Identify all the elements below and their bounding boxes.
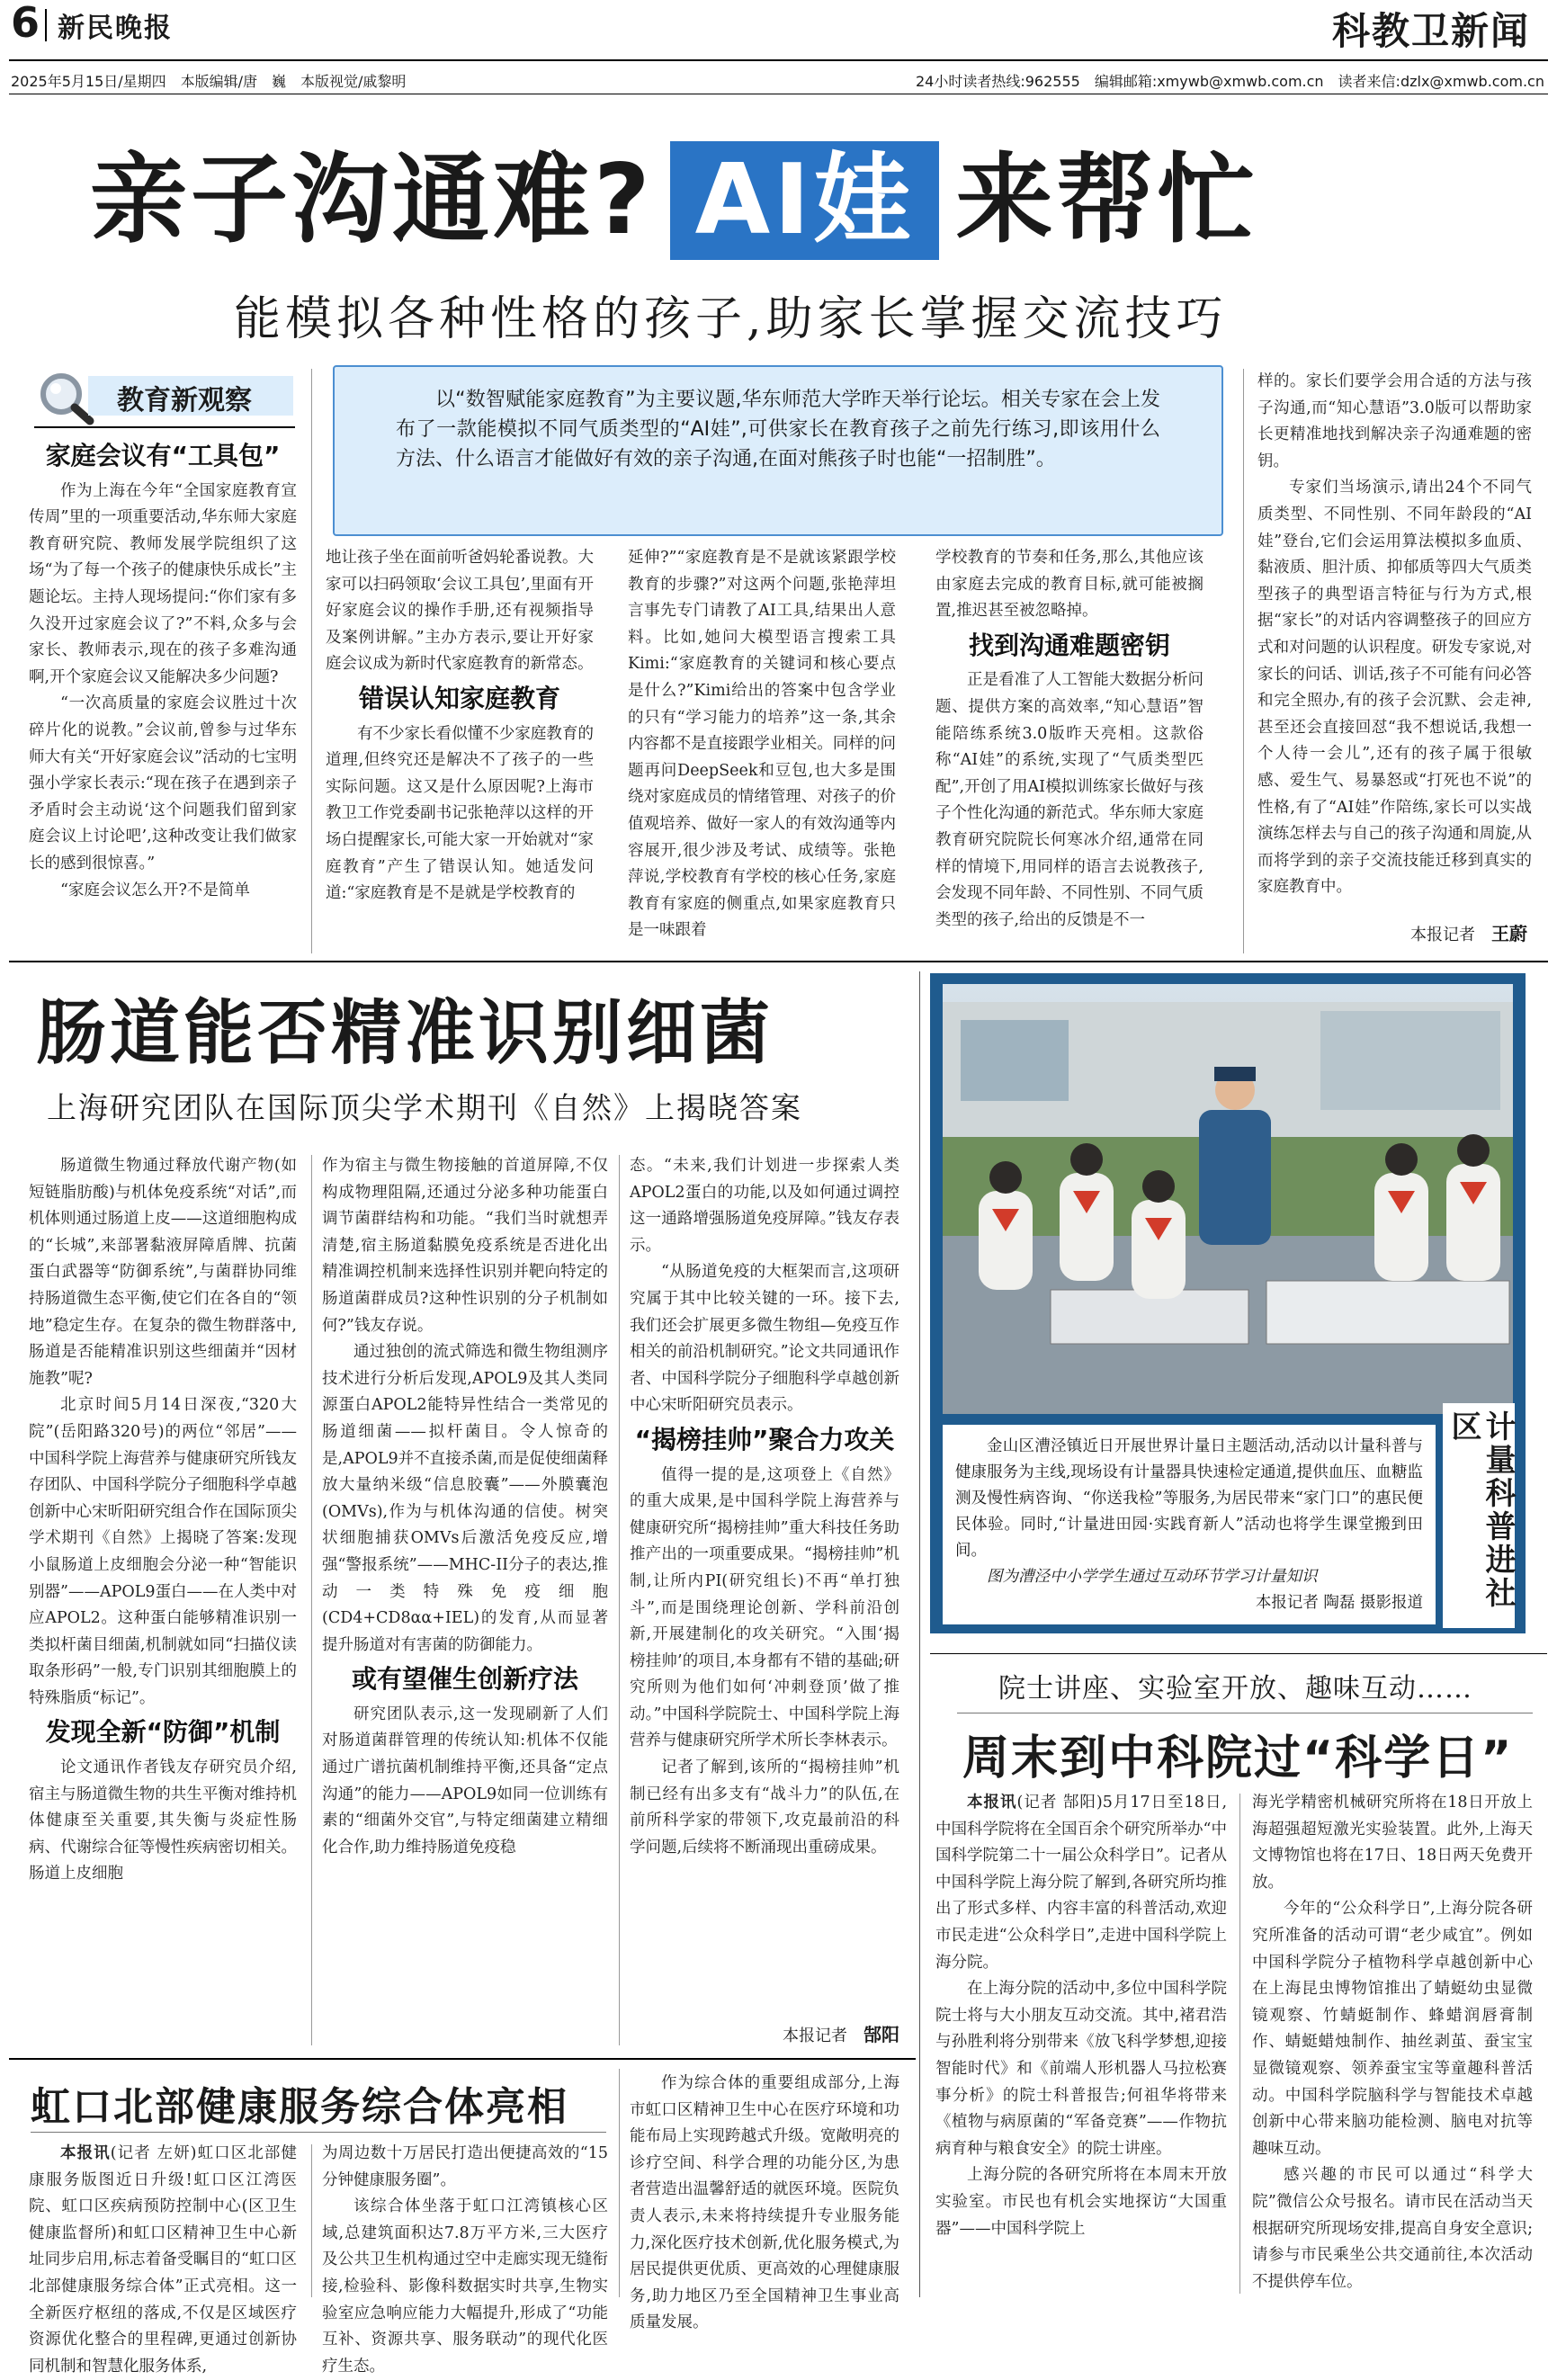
paragraph: 正是看准了人工智能大数据分析问题、提供方案的高效率,“知心慧语”智能陪练系统3.0版昨天亮相。这款俗称“AI娃”的系统,实现了“气质类型匹配”,开创了用AI模拟训练家长做好与孩子个性化沟通的新范式。华东师大家庭教育研究院院长何寒冰介绍,通常在同样的情境下,用同样的语言去说教孩子,会发现不同年龄、不同性别、不同气质类型的孩子,给出的反馈是不一: [935, 671, 1204, 929]
health-column-2: [322, 2141, 608, 2376]
paragraph: 地让孩子坐在面前听爸妈轮番说教。大家可以扫码领取‘会议工具包’,里面有开好家庭会议的操作手册,还有视频指导及案例讲解。”主办方表示,要让开好家庭会议成为新时代家庭教育的新常态。: [326, 549, 594, 674]
paragraph: “家庭会议怎么开?不是简单: [60, 881, 250, 899]
dateline: 本报讯: [967, 1794, 1017, 1812]
paragraph: 感兴趣的市民可以通过“科学大院”微信公众号报名。请市民在活动当天根据研究所现场安排,提高自身安全意识;请参与市民乘坐公共交通前往,本次活动不提供停车位。: [1252, 2166, 1533, 2291]
lead-column-2: [326, 545, 594, 950]
column-tag-label: 教育新观察: [117, 385, 252, 416]
paragraph: 有不少家长看似懂不少家庭教育的道理,但终究还是解决不了孩子的一些实际问题。这又是什么原因呢?上海市教卫工作党委副书记张艳萍以这样的开场白提醒家长,可能大家一开始就对“家庭教育”产生了错误认知。她适发问道:“家庭教育是不是就是学校教育的: [326, 724, 594, 903]
column-tag: [34, 369, 295, 423]
lead-col1-subhead: 家庭会议有“工具包”: [45, 441, 281, 470]
gut-subheadline: 上海研究团队在国际顶尖学术期刊《自然》上揭晓答案: [47, 1090, 802, 1125]
paragraph: “从肠道免疫的大框架而言,这项研究属于其中比较关键的一环。接下去,我们还会扩展更多微生物组—免疫互作相关的前沿机制研究。”论文共同通讯作者、中国科学院分子细胞科学卓越创新中心宋昕阳研究员表示。: [630, 1263, 899, 1415]
lead-column-5: [1257, 369, 1532, 925]
paragraph: 态。“未来,我们计划进一步探索人类APOL2蛋白的功能,以及如何通过调控这一通路增强肠道免疫屏障。”钱友存表示。: [630, 1157, 899, 1255]
caption-credit: 图为漕泾中小学学生通过互动环节学习计量知识: [987, 1568, 1318, 1586]
paragraph: 值得一提的是,这项登上《自然》的重大成果,是中国科学院上海营养与健康研究所“揭榜挂帅”重大科技任务助推产出的一项重要成果。“揭榜挂帅”机制,让所内PI(研究组长)不再“单打独斗”,而是围绕理论创新、学科前沿创新,开展建制化的攻关研究。“入围‘揭榜挂帅’的项目,本身都有不错的基础;研究所则为他们如何‘冲刺登顶’做了推动。”中国科学院院士、中国科学院上海营养与健康研究所学术所长李林表示。: [630, 1465, 899, 1750]
photo: [943, 984, 1513, 1414]
gut-headline: 肠道能否精准识别细菌: [36, 993, 774, 1074]
lead-headline: [90, 133, 1493, 268]
photo-caption: [943, 1425, 1436, 1624]
paragraph: 作为宿主与微生物接触的首道屏障,不仅构成物理阻隔,还通过分泌多种功能蛋白调节菌群结构和功能。“我们当时就想弄清楚,宿主肠道黏膜免疫系统是否进化出精准调控机制来选择性识别并靶向特定的肠道菌群成员?这种性识别的分子机制如何?”钱友存说。: [322, 1157, 608, 1335]
paper-name: 新民晚报: [58, 13, 173, 44]
contact-line: 24小时读者热线:962555 编辑邮箱:xmywb@xmwb.com.cn 读者来信:dzlx@xmwb.com.cn: [915, 73, 1544, 90]
gut-col3-subhead: “揭榜挂帅”聚合力攻关: [634, 1424, 895, 1454]
gut-column-2: [322, 1153, 608, 2048]
students-photo-illustration: [943, 984, 1513, 1414]
science-headline: 周末到中科院过“科学日”: [962, 1731, 1514, 1785]
paragraph: 本报讯(记者 郜阳)5月17日至18日,中国科学院将在全国百余个研究所举办“中国科学院第二十一届公众科学日”。记者从中国科学院上海分院了解到,各研究所均推出了形式多样、内容丰富的科普活动,欢迎市民走进“公众科学日”,走进中国科学院上海分院。: [935, 1794, 1228, 1972]
dateline: 本报讯: [60, 2144, 111, 2162]
paragraph: 本报讯(记者 左妍)虹口区北部健康服务版图近日升级!虹口区江湾医院、虹口区疾病预防控制中心(区卫生健康监督所)和虹口区精神卫生中心新址同步启用,标志着备受瞩目的“虹口区北部健康服务综合体”正式亮相。这一全新医疗枢纽的落成,不仅是区域医疗资源优化整合的里程碑,更通过创新协同机制和智慧化服务体系,: [29, 2144, 298, 2376]
health-column-1: [29, 2141, 298, 2376]
headline-part2: 来帮忙: [955, 144, 1258, 256]
paragraph: 上海分院的各研究所将在本周末开放实验室。市民也有机会实地探访“大国重器”——中国科学院上: [935, 2166, 1227, 2238]
photo-byline: 本报记者 陶磊 摄影报道: [1255, 1594, 1423, 1612]
gut-col1-subhead: 发现全新“防御”机制: [45, 1717, 281, 1748]
lead-column-1: [29, 437, 297, 950]
lead-col2-subhead: 错误认知家庭教育: [358, 683, 560, 713]
date-line: 2025年5月15日/星期四 本版编辑/唐 巍 本版视觉/戚黎明: [11, 73, 407, 90]
paragraph: 论文通讯作者钱友存研究员介绍,宿主与肠道微生物的共生平衡对维持机体健康至关重要,其失衡与炎症性肠病、代谢综合征等慢性疾病密切相关。肠道上皮细胞: [29, 1758, 297, 1883]
photo-vertical-label: 计量科普进社区: [1443, 1403, 1515, 1628]
paragraph: 北京时间5月14日深夜,“320大院”(岳阳路320号)的两位“邻居”——中国科学院上海营养与健康研究所钱友存团队、中国科学院分子细胞科学卓越创新中心宋昕阳研究组合作在国际顶尖学术期刊《自然》上揭晓了答案:发现小鼠肠道上皮细胞会分泌一种“智能识别器”——APOL9蛋白——在人类中对应APOL2。这种蛋白能够精准识别一类拟杆菌目细菌,机制就如同“扫描仪读取条形码”一般,专门识别其细胞膜上的特殊脂质“标记”。: [29, 1396, 297, 1707]
paragraph: 研究团队表示,这一发现刷新了人们对肠道菌群管理的传统认知:机体不仅能通过广谱抗菌机制维持平衡,还具备“定点沟通”的能力——APOL9如同一位训练有素的“细菌外交官”,与特定细菌建立精细化合作,助力维持肠道免疫稳: [322, 1704, 608, 1857]
paragraph: 延伸?”“家庭教育是不是就该紧跟学校教育的步骤?”对这两个问题,张艳萍坦言事先专门请教了AI工具,结果出人意料。比如,她问大模型语言搜索工具Kimi:“家庭教育的关键词和核心要点是什么?”Kimi给出的答案中包含学业的只有“学习能力的培养”这一条,其余内容都不是直接跟学业相关。同样的问题再问DeepSeek和豆包,也大多是围绕对家庭成员的情绪管理、对孩子的价值观培养、做好一家人的有效沟通等内容展开,很少涉及考试、成绩等。张艳萍说,学校教育有学校的核心任务,家庭教育有家庭的侧重点,如果家庭教育只是一味跟着: [628, 549, 896, 940]
section-title: 科教卫新闻: [1331, 9, 1530, 53]
masthead: [0, 0, 1557, 99]
paragraph: 学校教育的节奏和任务,那么,其他应该由家庭去完成的教育目标,就可能被搁置,推迟甚至被忽略掉。: [935, 549, 1204, 621]
paragraph: 作为综合体的重要组成部分,上海市虹口区精神卫生中心在医疗环境和功能布局上实现跨越式升级。宽敞明亮的诊疗空间、科学合理的功能分区,为患者营造出温馨舒适的就医环境。医院负责人表示,未来将持续提升专业服务能力,深化医疗技术创新,优化服务模式,为居民提供更优质、更高效的心理健康服务,助力地区乃至全国精神卫生事业高质量发展。: [630, 2074, 899, 2332]
science-column-2: [1252, 1790, 1533, 2295]
science-kicker: 院士讲座、实验室开放、趣味互动……: [998, 1673, 1472, 1704]
intro-text: 以“数智赋能家庭教育”为主要议题,华东师范大学昨天举行论坛。相关专家在会上发布了一款能模拟不同气质类型的“AI娃”,可供家长在教育孩子之前先行练习,即该用什么方法、什么语言才能做好有效的亲子沟通,在面对熊孩子时也能“一招制胜”。: [396, 389, 1160, 470]
paragraph: “一次高质量的家庭会议胜过十次碎片化的说教。”会议前,曾参与过华东师大有关“开好家庭会议”活动的七宝明强小学家长表示:“现在孩子在遇到亲子矛盾时会主动说‘这个问题我们留到家庭会议上讨论吧’,这种改变让我们做家长的感到很惊喜。”: [29, 694, 297, 872]
page-number: 6: [11, 0, 40, 47]
lead-byline: 本报记者 王蔚: [1410, 923, 1527, 944]
paragraph: 今年的“公众科学日”,上海分院各研究所准备的活动可谓“老少咸宜”。例如中国科学院分子植物科学卓越创新中心在上海昆虫博物馆推出了蜻蜓幼虫显微镜观察、竹蜻蜓制作、蜂蜡润唇膏制作、蜻蜓蜡烛制作、抽丝剥茧、蚕宝宝显微镜观察、领养蚕宝宝等童趣科普活动。中国科学院脑科学与智能技术卓越创新中心带来脑功能检测、脑电对抗等趣味互动。: [1252, 1900, 1533, 2158]
lead-column-3: [628, 545, 896, 950]
health-headline: 虹口北部健康服务综合体亮相: [31, 2084, 568, 2130]
gut-column-1: [29, 1153, 297, 2048]
paragraph: 记者了解到,该所的“揭榜挂帅”机制已经有出多支有“战斗力”的队伍,在前所科学家的带领下,攻克最前沿的科学问题,后续将不断涌现出重磅成果。: [630, 1758, 899, 1857]
paragraph: 作为上海在今年“全国家庭教育宣传周”里的一项重要活动,华东师大家庭教育研究院、教师发展学院组织了这场“为了每一个孩子的健康快乐成长”主题论坛。主持人现场提问:“你们家有多久没开过家庭会议了?”不料,众多与会家长、教师表示,现在的孩子多难沟通啊,开个家庭会议又能解决多少问题?: [29, 481, 297, 686]
paragraph: 样的。家长们要学会用合适的方法与孩子沟通,而“知心慧语”3.0版可以帮助家长更精准地找到解决亲子沟通难题的密钥。: [1257, 372, 1532, 470]
paragraph: 肠道微生物通过释放代谢产物(如短链脂肪酸)与机体免疫系统“对话”,而机体则通过肠道上皮——这道细胞构成的“长城”,来部署黏液屏障盾牌、抗菌蛋白武器等“防御系统”,与菌群协同维持肠道微生态平衡,使它们在各自的“领地”稳定生存。在复杂的微生物群落中,肠道是否能精准识别这些细菌并“因材施教”呢?: [29, 1157, 297, 1388]
lead-subheadline: 能模拟各种性格的孩子,助家长掌握交流技巧: [234, 292, 1228, 346]
science-column-1: [935, 1790, 1227, 2295]
paragraph: 为周边数十万居民打造出便捷高效的“15分钟健康服务圈”。: [322, 2144, 608, 2189]
gut-column-3: [630, 1153, 899, 2017]
paragraph: 海光学精密机械研究所将在18日开放上海超强超短激光实验装置。此外,上海天文博物馆也将在17日、18日两天免费开放。: [1252, 1794, 1533, 1892]
headline-part1: 亲子沟通难?: [90, 144, 654, 256]
gut-byline: 本报记者 郜阳: [783, 2024, 899, 2045]
paragraph: 在上海分院的活动中,多位中国科学院院士将与大小朋友互动交流。其中,褚君浩与孙胜利将分别带来《放飞科学梦想,迎接智能时代》和《前端人形机器人马拉松赛事分析》的院士科普报告;何祖华将带来《植物与病原菌的“军备竞赛”——作物抗病育种与粮食安全》的院士讲座。: [935, 1980, 1227, 2158]
lead-col4-subhead: 找到沟通难题密钥: [968, 630, 1170, 660]
health-column-3: [630, 2071, 899, 2332]
lead-column-4: [935, 545, 1204, 950]
paragraph: 该综合体坐落于虹口江湾镇核心区域,总建筑面积达7.8万平方米,三大医疗及公共卫生机构通过空中走廊实现无缝衔接,检验科、影像科数据实时共享,生物实验室应急响应能力大幅提升,形成了“功能互补、资源共享、服务联动”的现代化医疗生态。: [322, 2197, 608, 2376]
paragraph: 专家们当场演示,请出24个不同气质类型、不同性别、不同年龄段的“AI娃”登台,它们会运用算法模拟多血质、黏液质、胆汁质、抑郁质等四大气质类型孩子的典型语言特征与行为方式,根据“家长”的对话内容调整孩子的回应方式和对问题的认识程度。研发专家说,对家长的问话、训话,孩子不可能有问必答和完全照办,有的孩子会沉默、会走神,甚至还会直接回怼“我不想说话,我想一个人待一会儿”,还有的孩子属于很敏感、爱生气、易暴怒或“打死也不说”的性格,有了“AI娃”作陪练,家长可以实战演练怎样去与自己的孩子沟通和周旋,从而将学到的亲子交流技能迁移到真实的家庭教育中。: [1257, 479, 1532, 897]
headline-highlight: AI娃: [670, 141, 940, 260]
gut-col2-subhead: 或有望催生创新疗法: [351, 1664, 578, 1695]
paragraph: 通过独创的流式筛选和微生物组测序技术进行分析后发现,APOL9及其人类同源蛋白APOL2能特异性结合一类常见的肠道细菌——拟杆菌目。令人惊奇的是,APOL9并不直接杀菌,而是促使细菌释放大量纳米级“信息胶囊”——外膜囊泡(OMVs),作为与机体沟通的信使。树突状细胞捕获OMVs后激活免疫反应,增强“警报系统”——MHC-II分子的表达,推动一类特殊免疫细胞(CD4+CD8αα+IEL)的发育,从而显著提升肠道对有害菌的防御能力。: [322, 1343, 608, 1654]
caption-text: 金山区漕泾镇近日开展世界计量日主题活动,活动以计量科普与健康服务为主线,现场设有计量器具快速检定通道,提供血压、血糖监测及慢性病咨询、“你送我检”等服务,为居民带来“家门口”的惠民便民体验。同时,“计量进田园·实践育新人”活动也将学生课堂搬到田间。: [955, 1437, 1423, 1560]
